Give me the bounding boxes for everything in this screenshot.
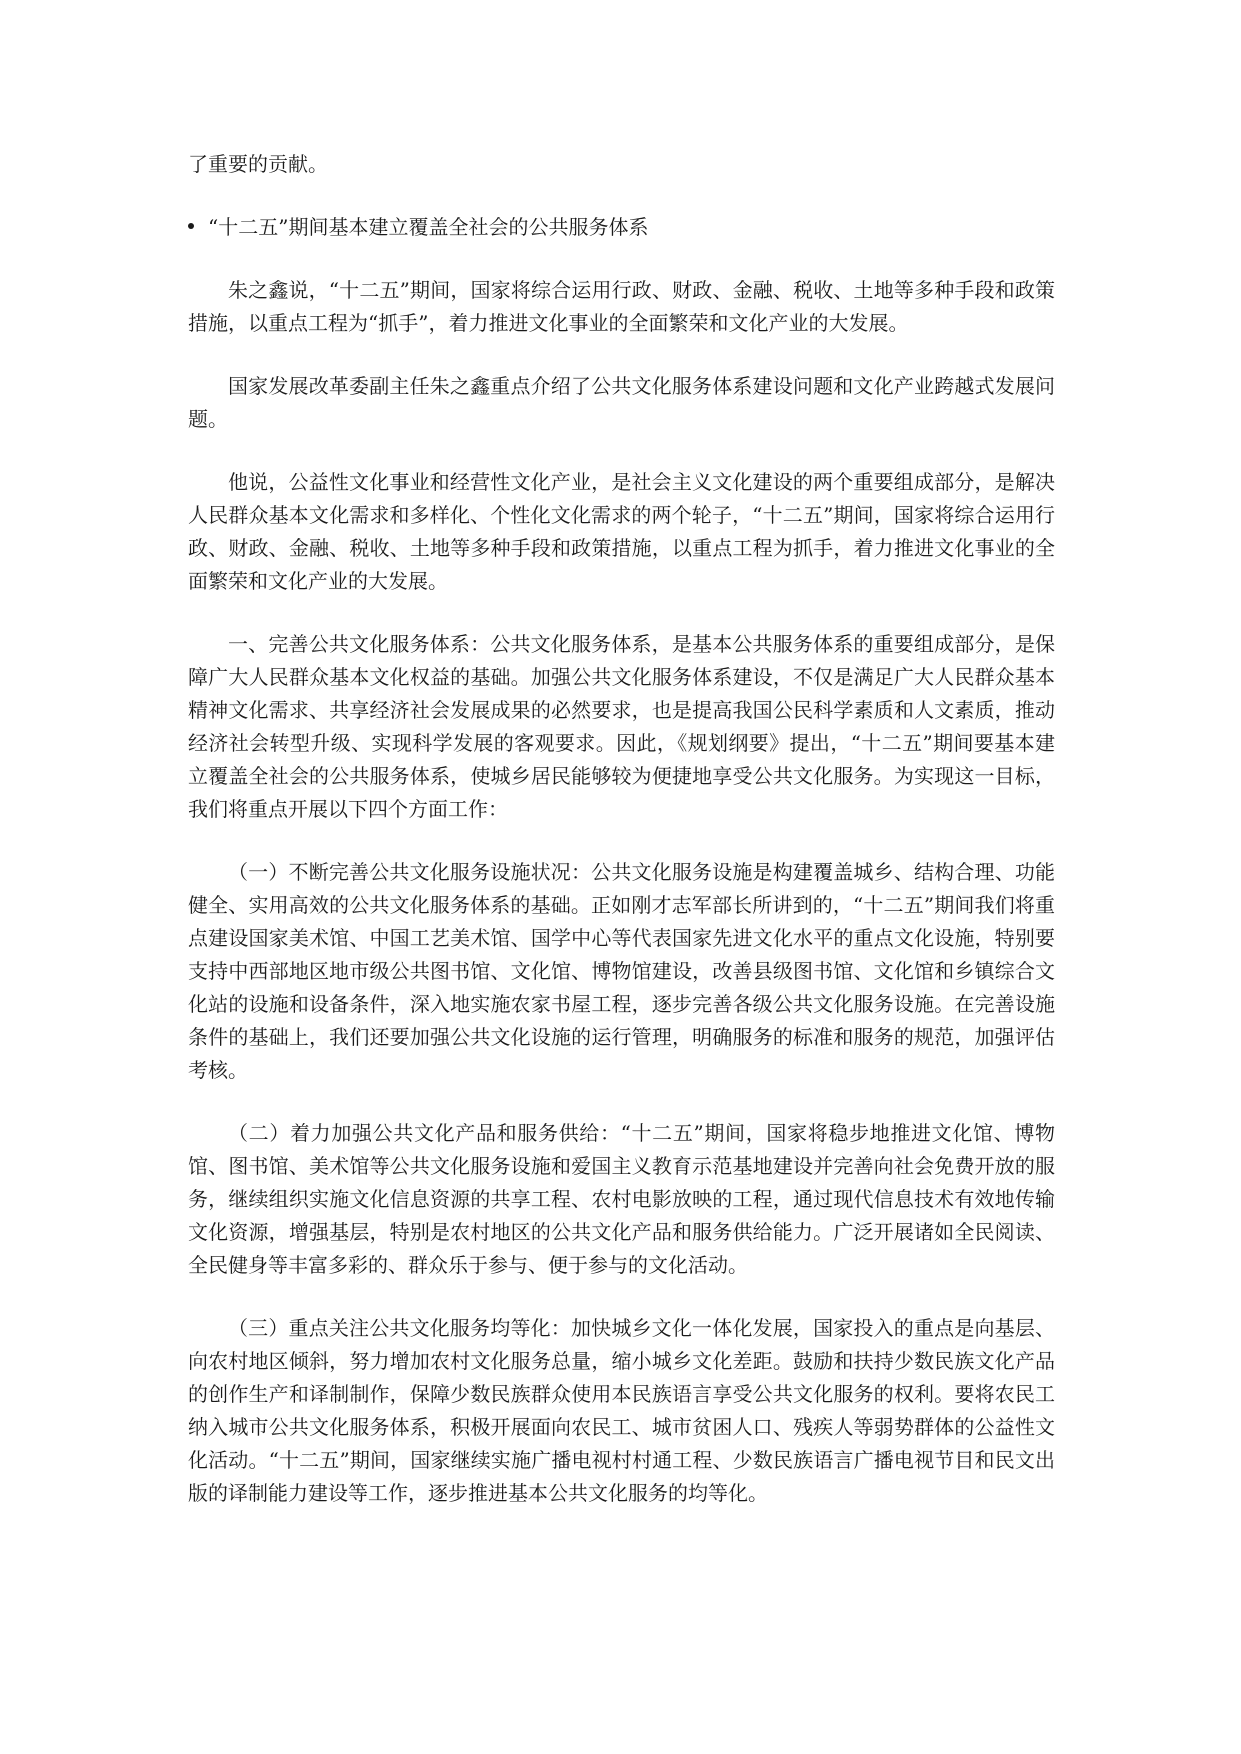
paragraph: 朱之鑫说，“十二五”期间，国家将综合运用行政、财政、金融、税收、土地等多种手段和政策措施，以重点工程为“抓手”，着力推进文化事业的全面繁荣和文化产业的大发展。 — [188, 278, 1055, 335]
document-body — [188, 148, 1055, 1540]
paragraph-continuation: 了重要的贡献。 — [188, 152, 328, 176]
paragraph: （三）重点关注公共文化服务均等化：加快城乡文化一体化发展，国家投入的重点是向基层、向农村地区倾斜，努力增加农村文化服务总量，缩小城乡文化差距。鼓励和扶持少数民族文化产品的创作生产和译制制作，保障少数民族群众使用本民族语言享受公共文化服务的权利。要将农民工纳入城市公共文化服务体系，积极开展面向农民工、城市贫困人口、残疾人等弱势群体的公益性文化活动。“十二五”期间，国家继续实施广播电视村村通工程、少数民族语言广播电视节目和民文出版的译制能力建设等工作，逐步推进基本公共文化服务的均等化。 — [188, 1316, 1055, 1505]
paragraph: 国家发展改革委副主任朱之鑫重点介绍了公共文化服务体系建设问题和文化产业跨越式发展问题。 — [188, 374, 1055, 431]
section-heading-text: “十二五”期间基本建立覆盖全社会的公共服务体系 — [208, 215, 649, 239]
paragraph: 一、完善公共文化服务体系：公共文化服务体系，是基本公共服务体系的重要组成部分，是保障广大人民群众基本文化权益的基础。加强公共文化服务体系建设，不仅是满足广大人民群众基本精神文化需求、共享经济社会发展成果的必然要求，也是提高我国公民科学素质和人文素质，推动经济社会转型升级、实现科学发展的客观要求。因此，《规划纲要》提出，“十二五”期间要基本建立覆盖全社会的公共服务体系，使城乡居民能够较为便捷地享受公共文化服务。为实现这一目标，我们将重点开展以下四个方面工作： — [188, 632, 1055, 821]
paragraph: （二）着力加强公共文化产品和服务供给：“十二五”期间，国家将稳步地推进文化馆、博物馆、图书馆、美术馆等公共文化服务设施和爱国主义教育示范基地建设并完善向社会免费开放的服务，继续组织实施文化信息资源的共享工程、农村电影放映的工程，通过现代信息技术有效地传输文化资源，增强基层，特别是农村地区的公共文化产品和服务供给能力。广泛开展诸如全民阅读、全民健身等丰富多彩的、群众乐于参与、便于参与的文化活动。 — [188, 1121, 1055, 1277]
section-heading — [188, 211, 1055, 244]
paragraph: 他说，公益性文化事业和经营性文化产业，是社会主义文化建设的两个重要组成部分，是解决人民群众基本文化需求和多样化、个性化文化需求的两个轮子，“十二五”期间，国家将综合运用行政、财政、金融、税收、土地等多种手段和政策措施，以重点工程为抓手，着力推进文化事业的全面繁荣和文化产业的大发展。 — [188, 470, 1055, 593]
paragraph: （一）不断完善公共文化服务设施状况：公共文化服务设施是构建覆盖城乡、结构合理、功能健全、实用高效的公共文化服务体系的基础。正如刚才志军部长所讲到的，“十二五”期间我们将重点建设国家美术馆、中国工艺美术馆、国学中心等代表国家先进文化水平的重点文化设施，特别要支持中西部地区地市级公共图书馆、文化馆、博物馆建设，改善县级图书馆、文化馆和乡镇综合文化站的设施和设备条件，深入地实施农家书屋工程，逐步完善各级公共文化服务设施。在完善设施条件的基础上，我们还要加强公共文化设施的运行管理，明确服务的标准和服务的规范，加强评估考核。 — [188, 860, 1055, 1082]
bullet-icon — [188, 223, 194, 229]
